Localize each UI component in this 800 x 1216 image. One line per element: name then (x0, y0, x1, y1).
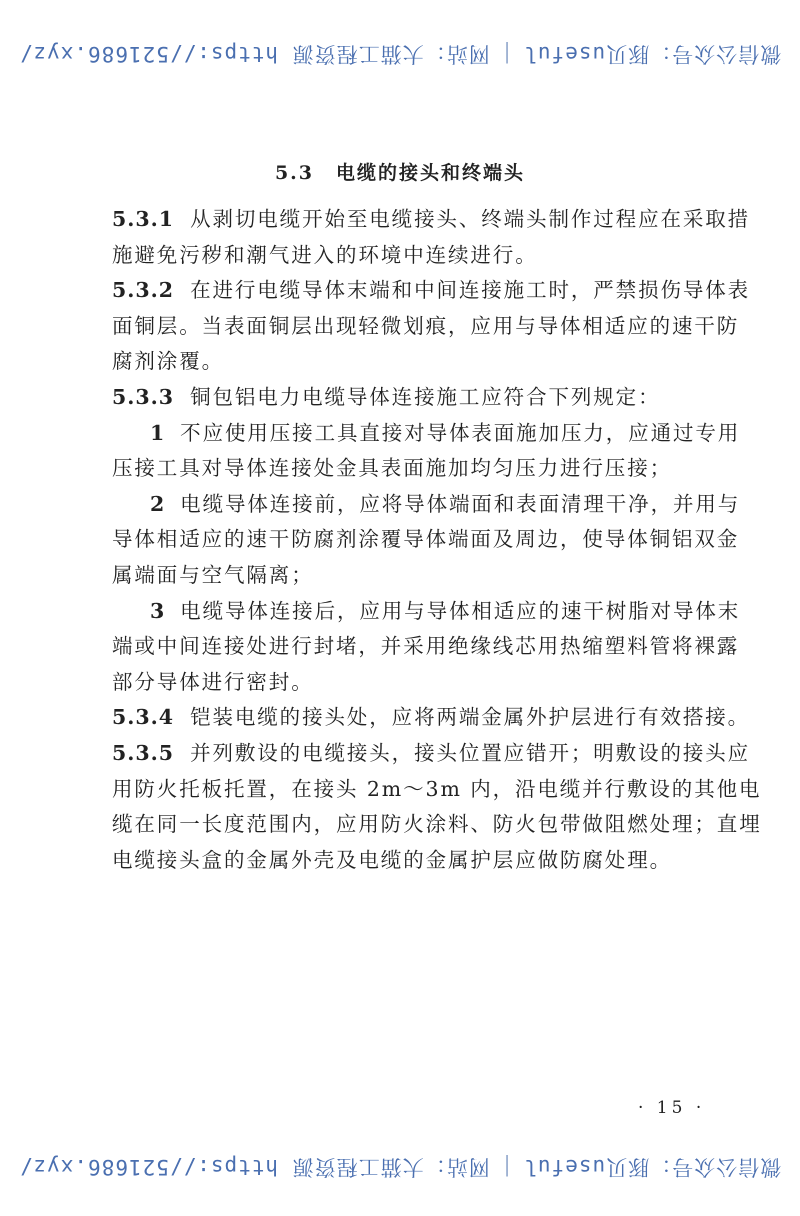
line-text: 施避免污秽和潮气进入的环境中连续进行。 (112, 242, 538, 267)
text-line (112, 451, 702, 487)
text-line (112, 772, 762, 808)
line-text: 电缆导体连接后，应用与导体相适应的速干树脂对导体末 (180, 598, 741, 623)
line-text: 在进行电缆导体末端和中间连接施工时，严禁损伤导体表 (190, 278, 751, 303)
section-title: 电缆的接头和终端头 (336, 162, 526, 184)
clause-line (112, 273, 751, 309)
list-item-line (112, 416, 741, 452)
clause-number: 5.3.4 (112, 705, 175, 730)
item-number: 3 (150, 598, 167, 623)
text-line (112, 629, 740, 665)
text-line (112, 344, 702, 380)
clause-line (112, 736, 751, 772)
section-heading (0, 158, 800, 185)
line-text: 属端面与空气隔离； (112, 562, 314, 587)
text-line (112, 522, 740, 558)
clause-number: 5.3.1 (112, 207, 175, 231)
text-line (112, 558, 702, 594)
clause-number: 5.3.3 (112, 384, 175, 409)
page-number: · 15 · (638, 1098, 706, 1118)
line-text: 压接工具对导体连接处金具表面施加均匀压力进行压接； (112, 456, 672, 481)
list-item-line (112, 487, 741, 523)
line-text: 并列敷设的电缆接头，接头位置应错开；明敷设的接头应 (190, 740, 751, 765)
line-text: 从剥切电缆开始至电缆接头、终端头制作过程应在采取措 (190, 207, 751, 231)
document-body (112, 202, 762, 878)
watermark-wechat: 微信公众号：豚贝useful (523, 42, 782, 66)
line-text: 缆在同一长度范围内，应用防火涂料、防火包带做阻燃处理；直埋 (112, 812, 762, 837)
watermark-wechat: 微信公众号：豚贝useful (523, 1155, 782, 1179)
clause-number: 5.3.5 (112, 740, 175, 765)
line-text: 不应使用压接工具直接对导体表面施加压力，应通过专用 (180, 420, 741, 445)
watermark-site: 网站：大猫工程资源 https://521686.xyz/ (18, 1155, 490, 1179)
watermark-bottom (0, 1153, 800, 1183)
line-text: 端或中间连接处进行封堵，并采用绝缘线芯用热缩塑料管将裸露 (112, 634, 740, 659)
list-item-line (112, 594, 741, 630)
line-text: 导体相适应的速干防腐剂涂覆导体端面及周边，使导体铜铝双金 (112, 527, 740, 552)
item-number: 2 (150, 491, 167, 516)
line-text: 铠装电缆的接头处，应将两端金属外护层进行有效搭接。 (190, 705, 751, 730)
clause-line (112, 700, 751, 736)
clause-line (112, 380, 702, 416)
clause-line (112, 202, 751, 238)
line-text: 电缆接头盒的金属外壳及电缆的金属护层应做防腐处理。 (112, 847, 672, 872)
line-text: 铜包铝电力电缆导体连接施工应符合下列规定： (190, 384, 661, 409)
line-text: 用防火托板托置，在接头 2m～3m 内，沿电缆并行敷设的其他电 (112, 776, 762, 801)
text-line (112, 309, 740, 345)
clause-number: 5.3.2 (112, 278, 175, 303)
watermark-separator: | (499, 42, 514, 66)
watermark-separator: | (499, 1155, 514, 1179)
line-text: 部分导体进行密封。 (112, 669, 314, 694)
line-text: 面铜层。当表面铜层出现轻微划痕，应用与导体相适应的速干防 (112, 313, 740, 338)
watermark-top (0, 40, 800, 70)
line-text: 电缆导体连接前，应将导体端面和表面清理干净，并用与 (180, 491, 741, 516)
text-line (112, 665, 702, 701)
text-line (112, 238, 702, 274)
text-line (112, 843, 702, 879)
section-number: 5.3 (274, 162, 315, 184)
text-line (112, 807, 762, 843)
line-text: 腐剂涂覆。 (112, 349, 224, 374)
watermark-site: 网站：大猫工程资源 https://521686.xyz/ (18, 42, 490, 66)
item-number: 1 (150, 420, 167, 445)
